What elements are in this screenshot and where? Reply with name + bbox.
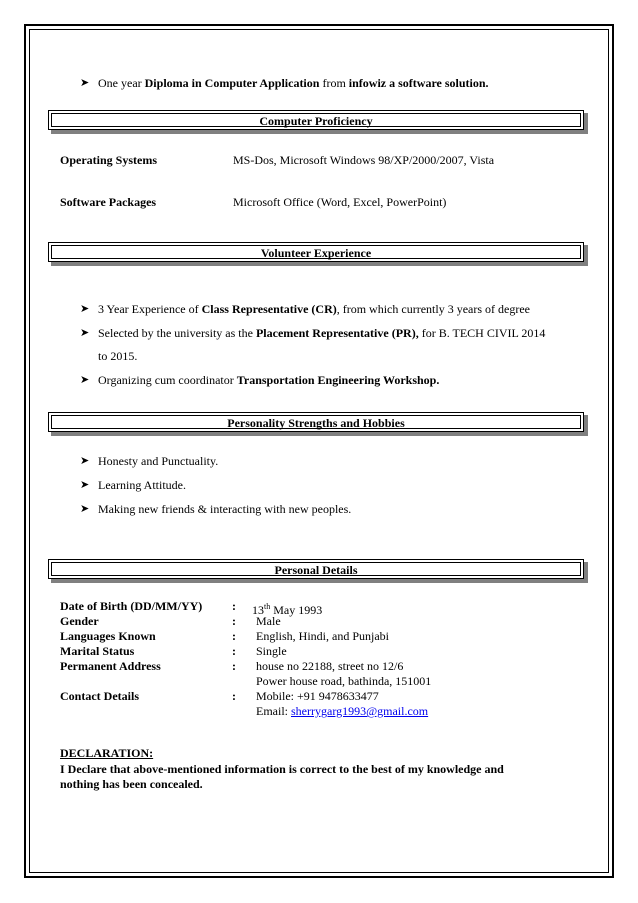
diploma-text: One year <box>98 76 145 90</box>
section-header-volunteer <box>48 242 588 266</box>
section-title: Personal Details <box>274 563 358 577</box>
declaration-line-1: I Declare that above-mentioned information is correct to the best of my knowledge and <box>60 762 504 776</box>
section-header-personal <box>48 559 588 583</box>
strength-item: Honesty and Punctuality. <box>98 454 219 468</box>
section-header-computer-proficiency <box>48 110 588 134</box>
contact-label: Contact Details <box>60 689 139 703</box>
bullet-arrow-icon: ➤ <box>80 303 90 315</box>
bullet-arrow-icon: ➤ <box>80 327 90 339</box>
bullet-arrow-icon: ➤ <box>80 77 90 89</box>
section-header-strengths <box>48 412 588 436</box>
text: , from which currently 3 years of degree <box>336 302 530 316</box>
diploma-line <box>98 76 489 90</box>
section-title: Computer Proficiency <box>259 114 373 128</box>
dob-rest: May 1993 <box>270 603 323 617</box>
email-prefix: Email: <box>256 704 291 718</box>
dob-day: 13 <box>252 603 264 617</box>
strength-item: Learning Attitude. <box>98 478 186 492</box>
text: Selected by the university as the <box>98 326 256 340</box>
gender-label: Gender <box>60 614 99 628</box>
text: 3 Year Experience of <box>98 302 202 316</box>
declaration-heading: DECLARATION: <box>60 746 154 760</box>
volunteer-item-2-cont: to 2015. <box>98 349 138 363</box>
colon: : <box>232 689 236 703</box>
os-value: MS-Dos, Microsoft Windows 98/XP/2000/2007, Vista <box>233 153 495 167</box>
section-title: Personality Strengths and Hobbies <box>227 416 405 430</box>
colon: : <box>232 599 236 613</box>
volunteer-item-1 <box>98 302 530 316</box>
text: Organizing cum coordinator <box>98 373 237 387</box>
diploma-bold: Diploma in Computer Application <box>144 76 320 90</box>
dob-suffix: th <box>264 602 271 611</box>
languages-label: Languages Known <box>60 629 156 643</box>
email-link[interactable]: sherrygarg1993@gmail.com <box>291 704 429 718</box>
text-bold: Placement Representative (PR), <box>255 326 419 340</box>
volunteer-item-2 <box>98 326 545 340</box>
gender-value: Male <box>256 614 281 628</box>
address-line-1: house no 22188, street no 12/6 <box>256 659 404 673</box>
text-bold: Class Representative (CR) <box>201 302 337 316</box>
colon: : <box>232 644 236 658</box>
email-line <box>256 704 428 719</box>
volunteer-item-3 <box>98 373 439 387</box>
marital-label: Marital Status <box>60 644 135 658</box>
bullet-arrow-icon: ➤ <box>80 479 90 491</box>
diploma-institute: infowiz a software solution. <box>348 76 489 90</box>
colon: : <box>232 659 236 673</box>
address-label: Permanent Address <box>60 659 161 673</box>
os-label: Operating Systems <box>60 153 157 167</box>
text: for B. TECH CIVIL 2014 <box>418 326 546 340</box>
diploma-from: from <box>319 76 349 90</box>
strength-item: Making new friends & interacting with new peoples. <box>98 502 352 516</box>
colon: : <box>232 629 236 643</box>
software-label: Software Packages <box>60 195 157 209</box>
text-bold: Transportation Engineering Workshop. <box>236 373 440 387</box>
bullet-arrow-icon: ➤ <box>80 455 90 467</box>
languages-value: English, Hindi, and Punjabi <box>256 629 389 643</box>
section-title: Volunteer Experience <box>260 246 372 260</box>
software-value: Microsoft Office (Word, Excel, PowerPoint) <box>233 195 447 209</box>
dob-label: Date of Birth (DD/MM/YY) <box>60 599 203 613</box>
colon: : <box>232 614 236 628</box>
marital-value: Single <box>256 644 287 658</box>
declaration-line-2: nothing has been concealed. <box>60 777 203 791</box>
bullet-arrow-icon: ➤ <box>80 503 90 515</box>
mobile-value: Mobile: +91 9478633477 <box>256 689 379 703</box>
bullet-arrow-icon: ➤ <box>80 374 90 386</box>
address-line-2: Power house road, bathinda, 151001 <box>256 674 432 688</box>
